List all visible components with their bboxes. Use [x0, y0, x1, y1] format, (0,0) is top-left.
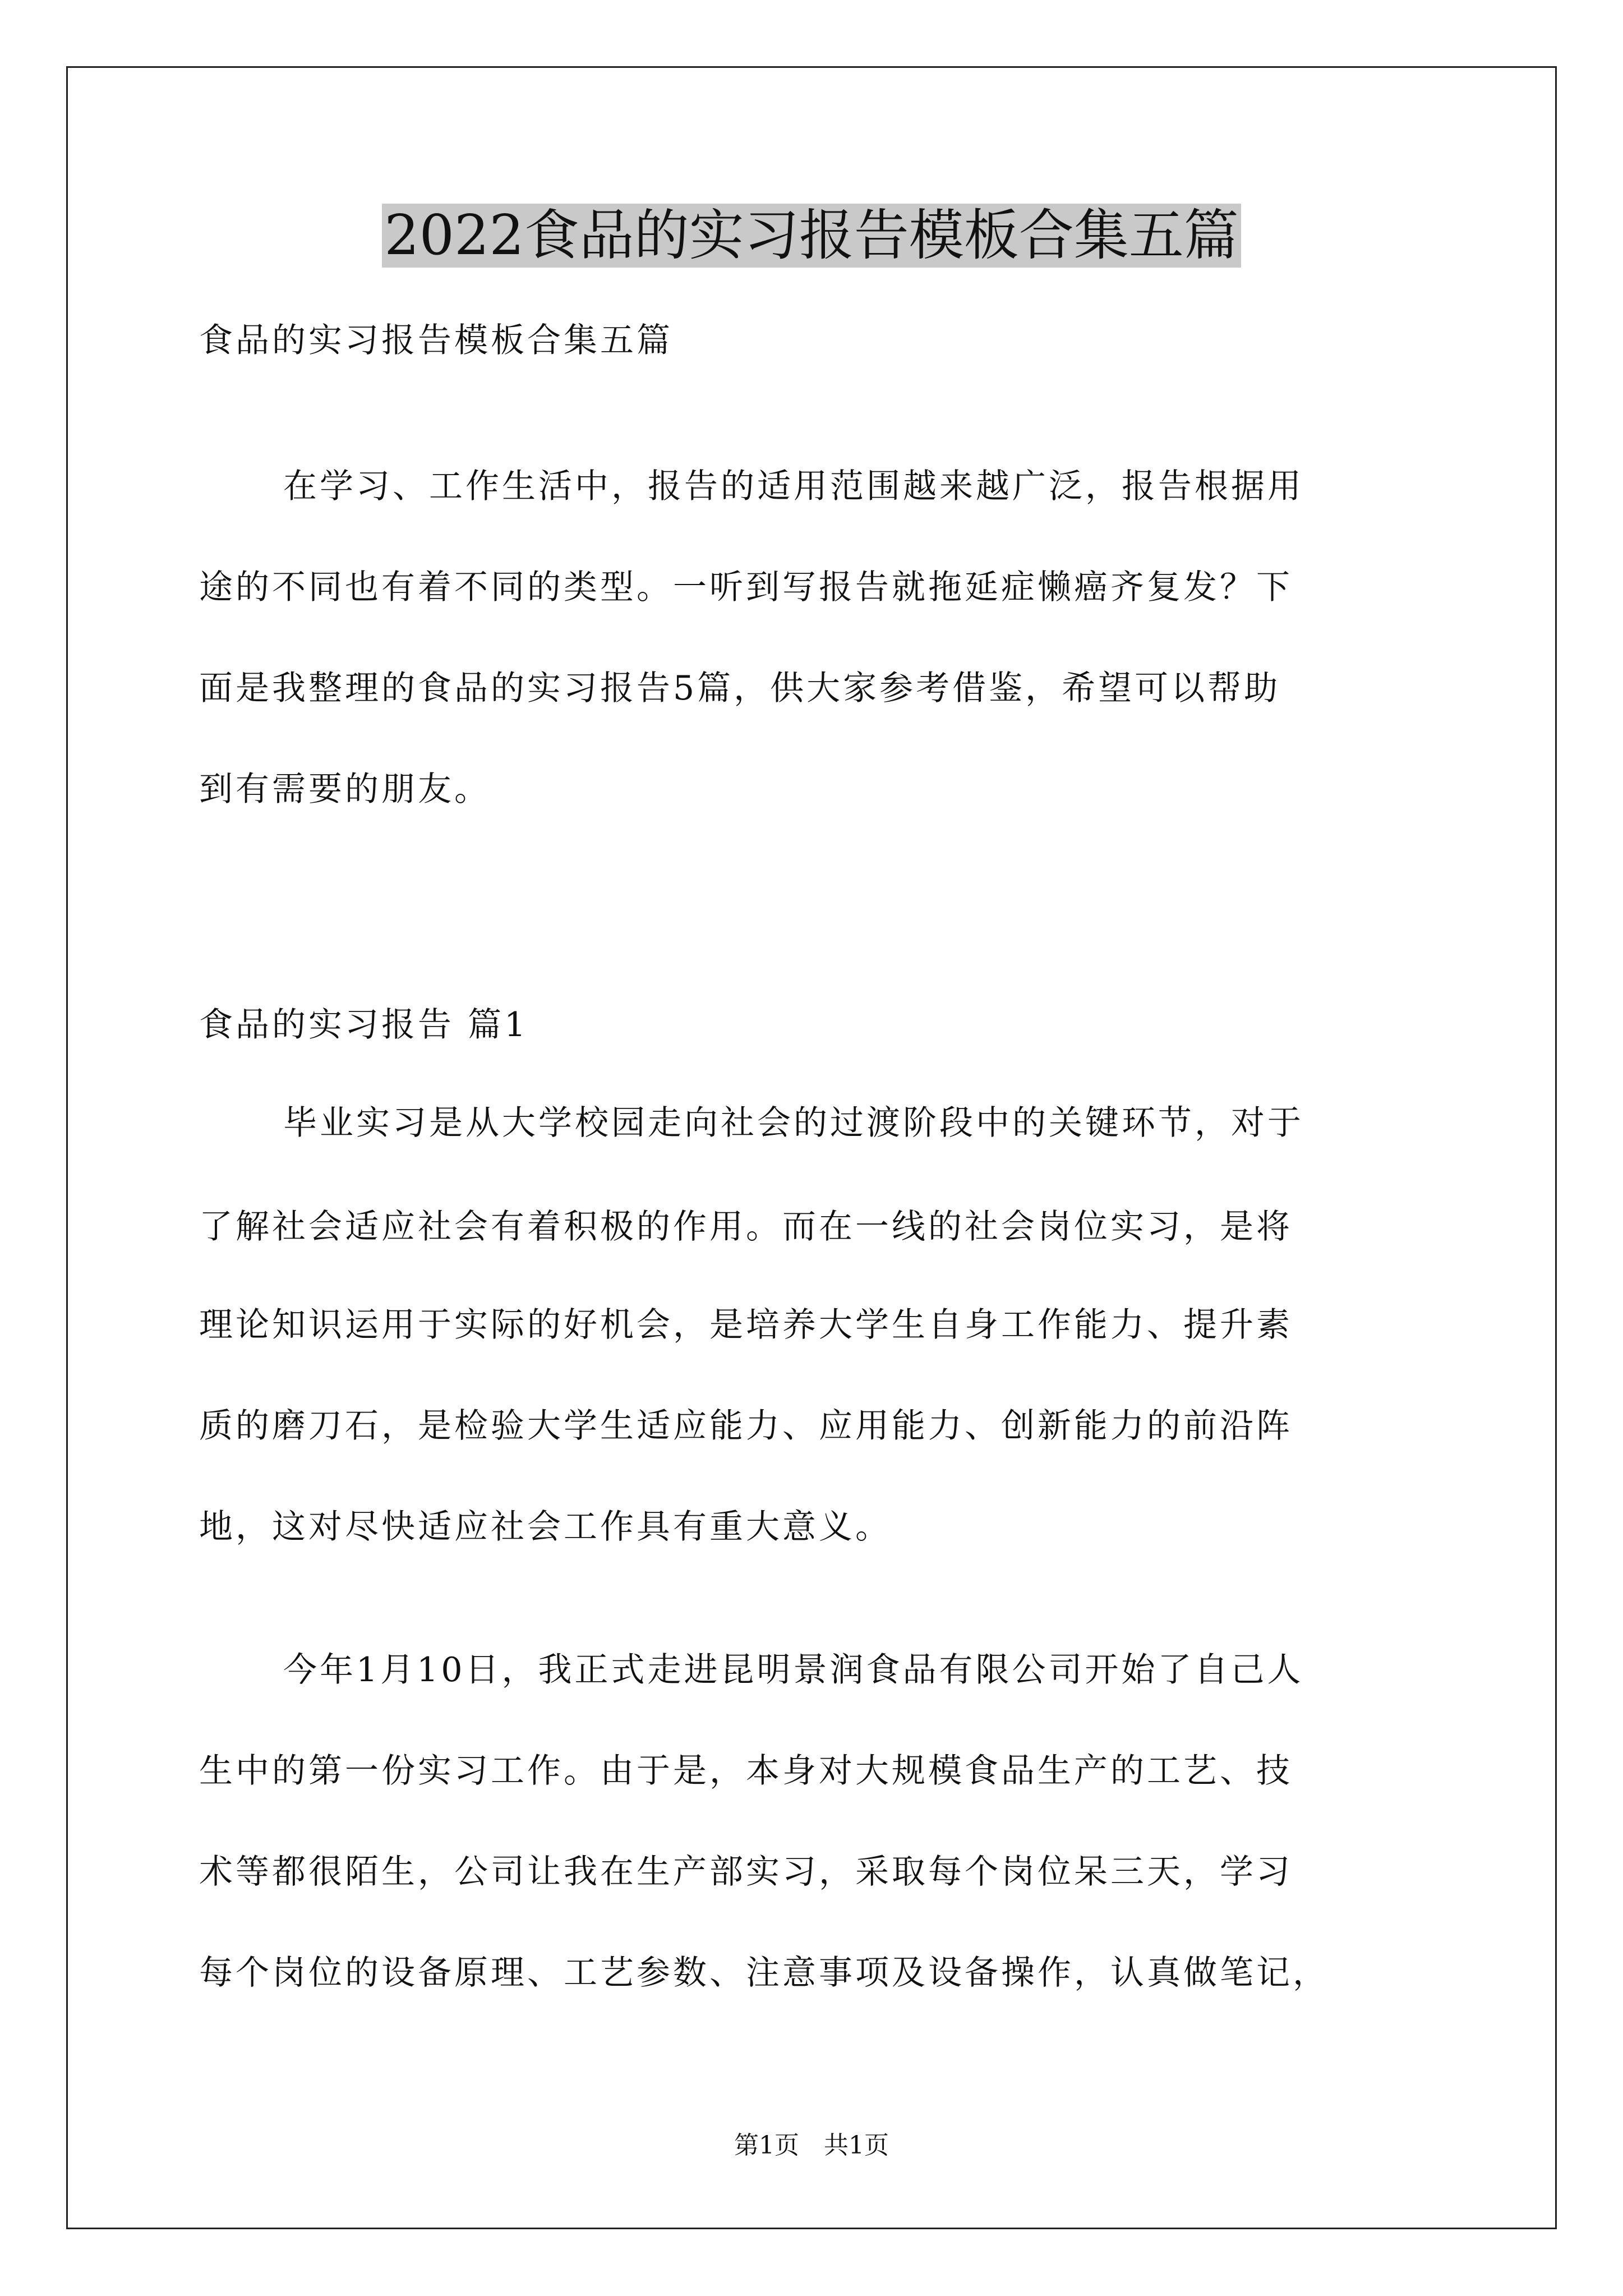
paragraph-line: 了解社会适应社会有着积极的作用。而在一线的社会岗位实习，是将: [199, 1207, 1293, 1246]
intro-line: 在学习、工作生活中，报告的适用范围越来越广泛，报告根据用: [283, 467, 1304, 506]
document-title-text: 2022食品的实习报告模板合集五篇: [382, 204, 1241, 268]
section-heading: 食品的实习报告 篇1: [199, 1005, 529, 1045]
document-title: [0, 199, 1623, 272]
paragraph-line: 毕业实习是从大学校园走向社会的过渡阶段中的关键环节，对于: [283, 1103, 1304, 1143]
document-subtitle: 食品的实习报告模板合集五篇: [199, 321, 673, 360]
paragraph-line: 术等都很陌生，公司让我在生产部实习，采取每个岗位呆三天，学习: [199, 1852, 1293, 1892]
page-footer: 第1页 共1页: [734, 2131, 889, 2160]
paragraph-line: 生中的第一份实习工作。由于是，本身对大规模食品生产的工艺、技: [199, 1751, 1293, 1791]
paragraph-line: 今年1月10日，我正式走进昆明景润食品有限公司开始了自己人: [283, 1650, 1304, 1690]
intro-line: 到有需要的朋友。: [199, 770, 491, 809]
paragraph-line: 理论知识运用于实际的好机会，是培养大学生自身工作能力、提升素: [199, 1305, 1293, 1345]
intro-line: 面是我整理的食品的实习报告5篇，供大家参考借鉴，希望可以帮助: [199, 669, 1281, 708]
paragraph-line: 质的磨刀石，是检验大学生适应能力、应用能力、创新能力的前沿阵: [199, 1406, 1293, 1446]
paragraph-line: 每个岗位的设备原理、工艺参数、注意事项及设备操作，认真做笔记，: [199, 1953, 1329, 1993]
page-border: [66, 66, 1557, 2229]
intro-line: 途的不同也有着不同的类型。一听到写报告就拖延症懒癌齐复发？下: [199, 568, 1293, 607]
paragraph-line: 地，这对尽快适应社会工作具有重大意义。: [199, 1507, 892, 1547]
